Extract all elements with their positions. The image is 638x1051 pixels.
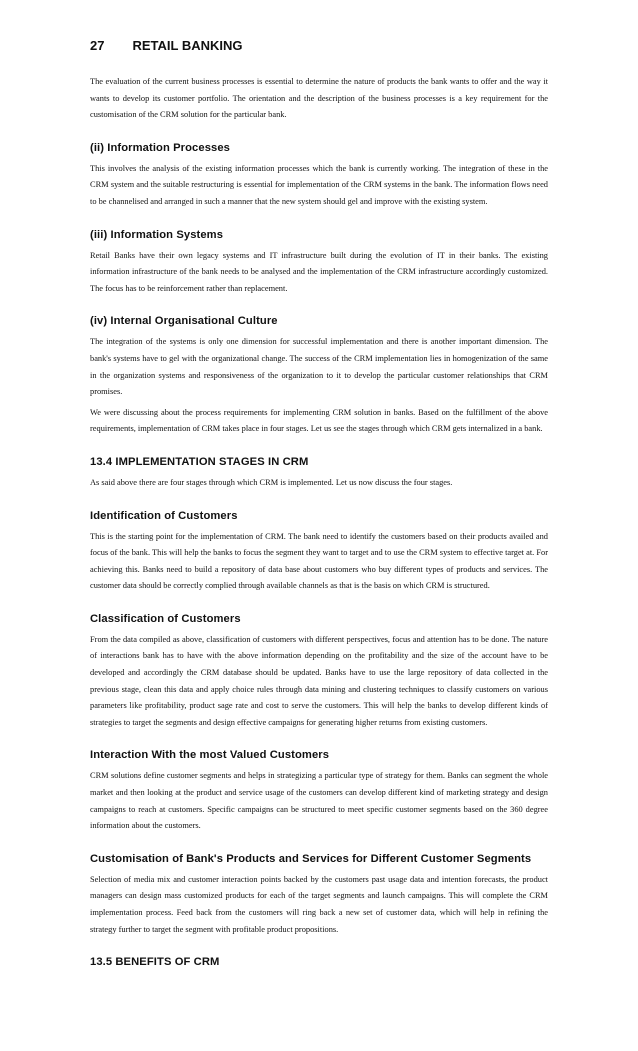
body-paragraph: We were discussing about the process requirements for implementing CRM solution in banks. Based on the fulfillment of the above requirements, implementation of CRM takes place in four stages. Let us see the stages through which CRM gets internalized in a bank. (90, 407, 548, 434)
section-heading: (iv) Internal Organisational Culture (90, 315, 278, 328)
running-header (90, 38, 548, 53)
section-information-systems (90, 229, 548, 298)
body-paragraph: As said above there are four stages through which CRM is implemented. Let us now discuss the four stages. (90, 477, 453, 487)
body-paragraph: The integration of the systems is only one dimension for successful implementation and there is another important dimension. The bank's systems have to gel with the organizational change. The success of the CRM implementation lies in homogenization of the same in the organization systems and responsiveness of the organization to it to develop the particular customer relationships that CRM promises. (90, 337, 548, 397)
section-classification (90, 613, 548, 732)
section-implementation-stages (90, 456, 548, 492)
section-interaction (90, 749, 548, 834)
body-paragraph: Retail Banks have their own legacy systems and IT infrastructure built during the evolution of IT in their banks. The existing information infrastructure of the bank needs to be analysed and the implementation of the CRM infrastructure accordingly customized. The focus has to be reinforcement rather than replacement. (90, 250, 548, 293)
section-identification (90, 510, 548, 595)
section-heading: 13.4 IMPLEMENTATION STAGES IN CRM (90, 455, 309, 468)
section-heading: (iii) Information Systems (90, 228, 224, 241)
section-information-processes (90, 142, 548, 211)
section-customisation (90, 853, 548, 938)
intro-section (90, 74, 548, 124)
body-paragraph: The evaluation of the current business processes is essential to determine the nature of products the bank wants to offer and the way it wants to develop its customer portfolio. The orientation and the description of the business processes is a key requirement for the customisation of the CRM solution for the particular bank. (90, 77, 548, 120)
body-paragraph: This is the starting point for the implementation of CRM. The bank need to identify the customers based on their products availed and focus of the bank. This will help the banks to focus the segment they want to target and to use the CRM system to effective target at. For achieving this. Banks need to build a repository of data base about customers who buy different types of products and services. The customer data should be correctly complied through available channels as that is the basis on which CRM is structured. (90, 531, 548, 591)
page-number: 27 (90, 38, 105, 53)
section-heading: (ii) Information Processes (90, 141, 230, 154)
body-paragraph: CRM solutions define customer segments and helps in strategizing a particular type of strategy for them. Banks can segment the whole market and then looking at the product and service usage of the customers can develop different kind of marketing strategy and design campaigns to reach at customers. Specific campaigns can be structured to meet specific customer segments based on the 360 degree information about the customers. (90, 771, 548, 831)
section-benefits (90, 956, 548, 968)
section-heading: Identification of Customers (90, 509, 238, 522)
section-organisational-culture (90, 315, 548, 438)
chapter-title: RETAIL BANKING (132, 38, 243, 53)
section-heading: 13.5 BENEFITS OF CRM (90, 956, 220, 969)
section-heading: Interaction With the most Valued Customers (90, 749, 330, 762)
body-paragraph: Selection of media mix and customer interaction points backed by the customers past usage data and intention forecasts, the product managers can design mass customized products for each of the target segments and launch campaigns. This will complete the CRM implementation process. Feed back from the customers will ring back a new set of customer data, which will help in refining the strategy further to target the segment with profitable product propositions. (90, 874, 548, 934)
section-heading: Classification of Customers (90, 612, 241, 625)
body-paragraph: This involves the analysis of the existing information processes which the bank is currently working. The integration of these in the CRM system and the suitable restructuring is essential for implementation of the CRM systems in the bank. The information flows need to be channelised and arranged in such a manner that the new system should gel and improve with the existing system. (90, 163, 548, 206)
body-paragraph: From the data compiled as above, classification of customers with different perspectives, focus and attention has to be done. The nature of interactions bank has to have with the above information depending on the profitability and the size of the account have to be developed and accordingly the CRM database should be updated. Banks have to use the large repository of data collected in the previous stage, clean this data and apply choice rules through data mining and clustering techniques to classify customers on various parameters like profitability, product sage rate and cost to serve the customers. This will help the banks to develop different kinds of strategies to target the segments and design effective campaigns for generating higher returns from existing customers. (90, 634, 548, 727)
section-heading: Customisation of Bank's Products and Services for Different Customer Segments (90, 852, 532, 865)
